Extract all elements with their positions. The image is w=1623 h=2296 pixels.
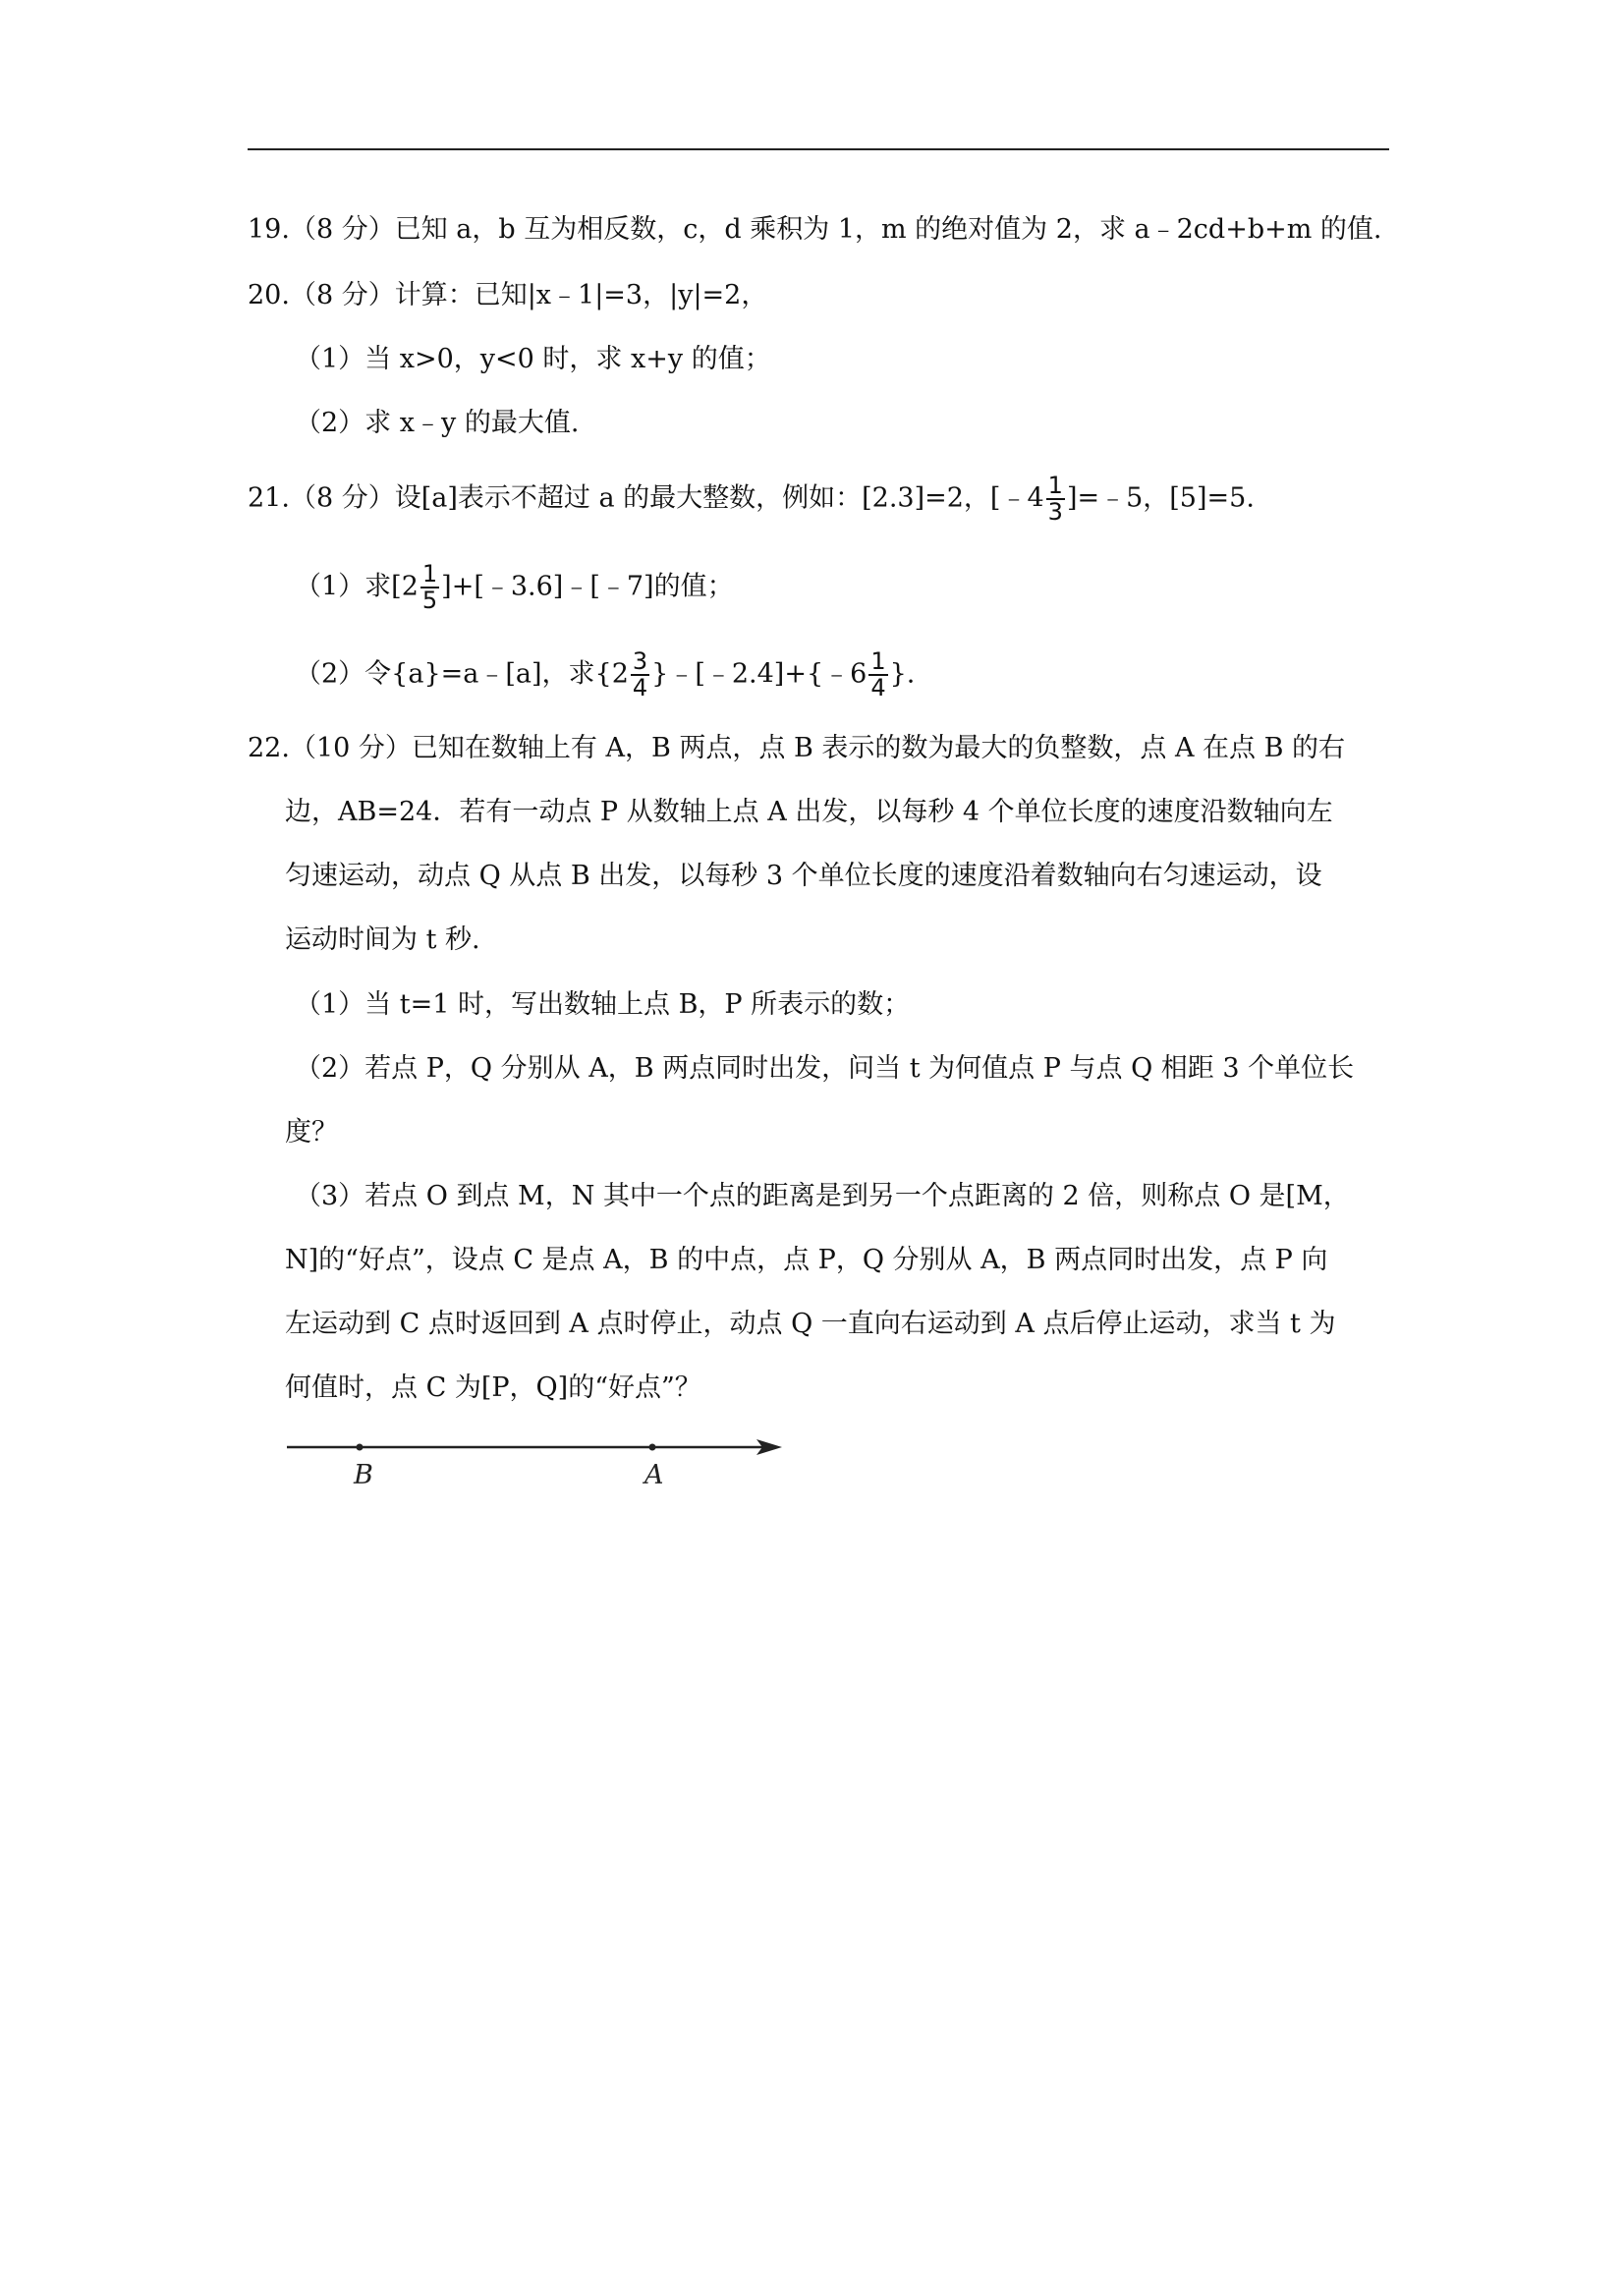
question-22-part-3-line-4: 何值时，点 C 为[P，Q]的“好点”？ bbox=[285, 1372, 701, 1403]
point-b-label: B bbox=[354, 1460, 373, 1490]
question-20-part-2: （2）求 x﹣y 的最大值. bbox=[295, 408, 580, 438]
number-line-figure bbox=[285, 1429, 786, 1498]
fraction: $\frac{3}{4}$ bbox=[632, 647, 648, 701]
question-20-part-1: （1）当 x>0，y<0 时，求 x+y 的值； bbox=[295, 344, 771, 374]
question-21-part-2: （2）令{a}=a﹣[a]，求{2 $\frac{3}{4}$ }﹣[﹣2.4]+{﹣6 $\frac{1}{4}$ }. bbox=[295, 647, 916, 701]
question-22-part-3-line-3: 左运动到 C 点时返回到 A 点时停止，动点 Q 一直向右运动到 A 点后停止运动，求当 t 为 bbox=[285, 1309, 1336, 1339]
question-22-part-3-line-1: （3）若点 O 到点 M，N 其中一个点的距离是到另一个点距离的 2 倍，则称点 O 是[M， bbox=[295, 1181, 1350, 1211]
question-22-stem-line-2: 边，AB=24．若有一动点 P 从数轴上点 A 出发，以每秒 4 个单位长度的速度沿数轴向左 bbox=[285, 797, 1333, 827]
question-22-stem-line-3: 匀速运动，动点 Q 从点 B 出发，以每秒 3 个单位长度的速度沿着数轴向右匀速运动，设 bbox=[285, 861, 1322, 891]
question-21-part-1: （1）求[2 $\frac{1}{5}$ ]+[﹣3.6]﹣[﹣7]的值； bbox=[295, 560, 734, 614]
question-22-stem-line-4: 运动时间为 t 秒. bbox=[285, 924, 480, 955]
fraction: $\frac{1}{5}$ bbox=[421, 560, 438, 614]
question-22-part-2-line-2: 度？ bbox=[285, 1117, 338, 1148]
question-21-stem: 21.（8 分）设[a]表示不超过 a 的最大整数，例如：[2.3]=2，[﹣4 $\frac{1}{3}$ ]=﹣5，[5]=5. bbox=[248, 472, 1255, 526]
point-b-dot bbox=[357, 1444, 364, 1451]
point-a-dot bbox=[649, 1444, 656, 1451]
question-22-part-2-line-1: （2）若点 P，Q 分别从 A，B 两点同时出发，问当 t 为何值点 P 与点 Q 相距 3 个单位长 bbox=[295, 1053, 1355, 1084]
question-20-stem: 20.（8 分）计算：已知|x﹣1|=3，|y|=2， bbox=[248, 280, 768, 310]
question-22-part-3-line-2: N]的“好点”，设点 C 是点 A，B 的中点，点 P，Q 分别从 A，B 两点同时出发，点 P 向 bbox=[285, 1245, 1328, 1275]
fraction: $\frac{1}{3}$ bbox=[1047, 472, 1063, 526]
question-19: 19.（8 分）已知 a，b 互为相反数，c，d 乘积为 1，m 的绝对值为 2，求 a﹣2cd+b+m 的值. bbox=[248, 214, 1382, 245]
question-22-stem-line-1: 22.（10 分）已知在数轴上有 A，B 两点，点 B 表示的数为最大的负整数，点 A 在点 B 的右 bbox=[248, 733, 1346, 763]
point-a-label: A bbox=[644, 1460, 664, 1490]
header-rule bbox=[248, 148, 1389, 150]
question-22-part-1: （1）当 t=1 时，写出数轴上点 B，P 所表示的数； bbox=[295, 989, 911, 1020]
fraction: $\frac{1}{4}$ bbox=[870, 647, 886, 701]
